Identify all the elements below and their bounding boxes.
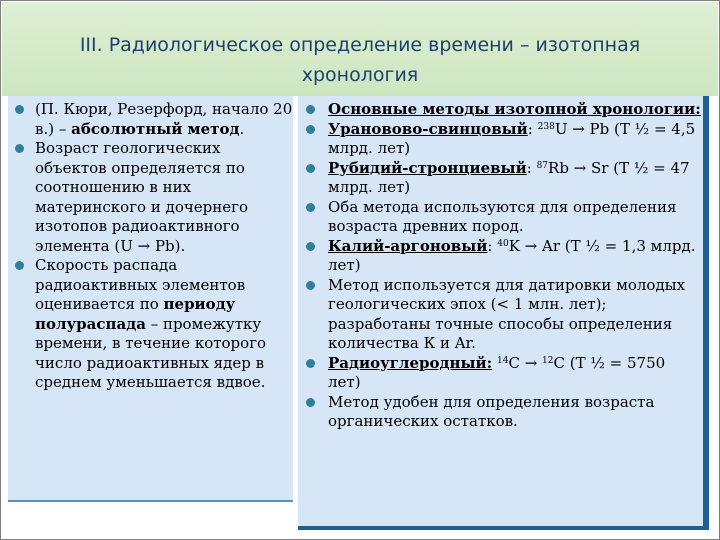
method-formula: K → Ar (T ½ = 1,3 млрд. лет) bbox=[328, 236, 696, 274]
bullet-dot-icon bbox=[15, 144, 24, 153]
isotope-mass-2: 12 bbox=[542, 355, 554, 366]
bullet-dot-icon bbox=[306, 242, 315, 251]
isotope-mass: 87 bbox=[536, 160, 549, 171]
method-formula: U → Pb (T ½ = 4,5 млрд. лет) bbox=[328, 119, 696, 157]
list-item bbox=[304, 276, 702, 354]
item-text: Скорость распада радиоактивных элементов оценивается по bbox=[35, 256, 246, 313]
bullet-dot-icon bbox=[306, 359, 315, 368]
isotope-mass: 238 bbox=[537, 121, 555, 132]
item-text: Возраст геологических объектов определяется по соотношению в них материнского и дочернего изотопов радиоактивного элемента (U → Pb). bbox=[35, 139, 249, 255]
bullet-dot-icon bbox=[306, 164, 315, 173]
method-name: Урановово-свинцовый bbox=[328, 119, 528, 138]
right-column-bottom-shadow bbox=[298, 526, 709, 530]
item-text: Метод удобен для определения возраста органических остатков. bbox=[328, 392, 655, 430]
bullet-dot-icon bbox=[15, 261, 24, 270]
item-text-end: – промежутку времени, в течение которого число радиоактивных ядер в среднем уменьшается вдвое. bbox=[35, 314, 267, 391]
methods-heading: Основные методы изотопной хронологии: bbox=[328, 100, 701, 118]
list-item bbox=[304, 198, 702, 237]
list-item bbox=[13, 256, 293, 393]
right-bullet-list bbox=[304, 100, 702, 432]
method-colon: : bbox=[526, 158, 532, 177]
list-item bbox=[304, 393, 702, 432]
list-item bbox=[304, 237, 702, 276]
method-formula-2: C (T ½ = 5750 лет) bbox=[328, 353, 666, 391]
list-item bbox=[13, 100, 293, 139]
item-text-end: . bbox=[239, 119, 245, 138]
bullet-dot-icon bbox=[306, 281, 315, 290]
item-text: (П. Кюри, Резерфорд, начало 20 в.) – bbox=[35, 100, 293, 138]
bullet-dot-icon bbox=[306, 105, 315, 114]
list-item bbox=[304, 100, 702, 120]
right-column-shadow bbox=[703, 96, 709, 526]
list-item bbox=[13, 139, 293, 256]
bullet-dot-icon bbox=[306, 398, 315, 407]
item-text: Оба метода используются для определения возраста древних пород. bbox=[328, 197, 677, 235]
method-colon: : bbox=[487, 236, 493, 255]
method-formula: C → bbox=[508, 353, 543, 372]
isotope-mass: 14 bbox=[497, 355, 509, 366]
method-formula: Rb → Sr (T ½ = 47 млрд. лет) bbox=[328, 158, 690, 196]
bullet-dot-icon bbox=[306, 203, 315, 212]
method-name: Рубидий-стронциевый bbox=[328, 158, 527, 177]
bullet-dot-icon bbox=[15, 105, 24, 114]
isotope-mass: 40 bbox=[497, 238, 509, 249]
list-item bbox=[304, 354, 702, 393]
method-colon: : bbox=[527, 119, 533, 138]
method-name: Калий-аргоновый bbox=[328, 236, 488, 255]
slide-title: III. Радиологическое определение времени – изотопная хронология bbox=[79, 34, 641, 86]
left-bullet-list bbox=[13, 100, 293, 393]
item-bold-text: периоду полураспада bbox=[35, 295, 236, 333]
left-column-shadow bbox=[8, 500, 293, 502]
list-item bbox=[304, 120, 702, 159]
item-bold-text: абсолютный метод bbox=[71, 119, 240, 138]
bullet-dot-icon bbox=[306, 125, 315, 134]
item-text: Метод используется для датировки молодых геологических эпох (< 1 млн. лет); разработаны точные способы определения количества К и Ar. bbox=[328, 275, 686, 352]
list-item bbox=[304, 159, 702, 198]
method-name: Радиоуглеродный: bbox=[328, 353, 493, 372]
